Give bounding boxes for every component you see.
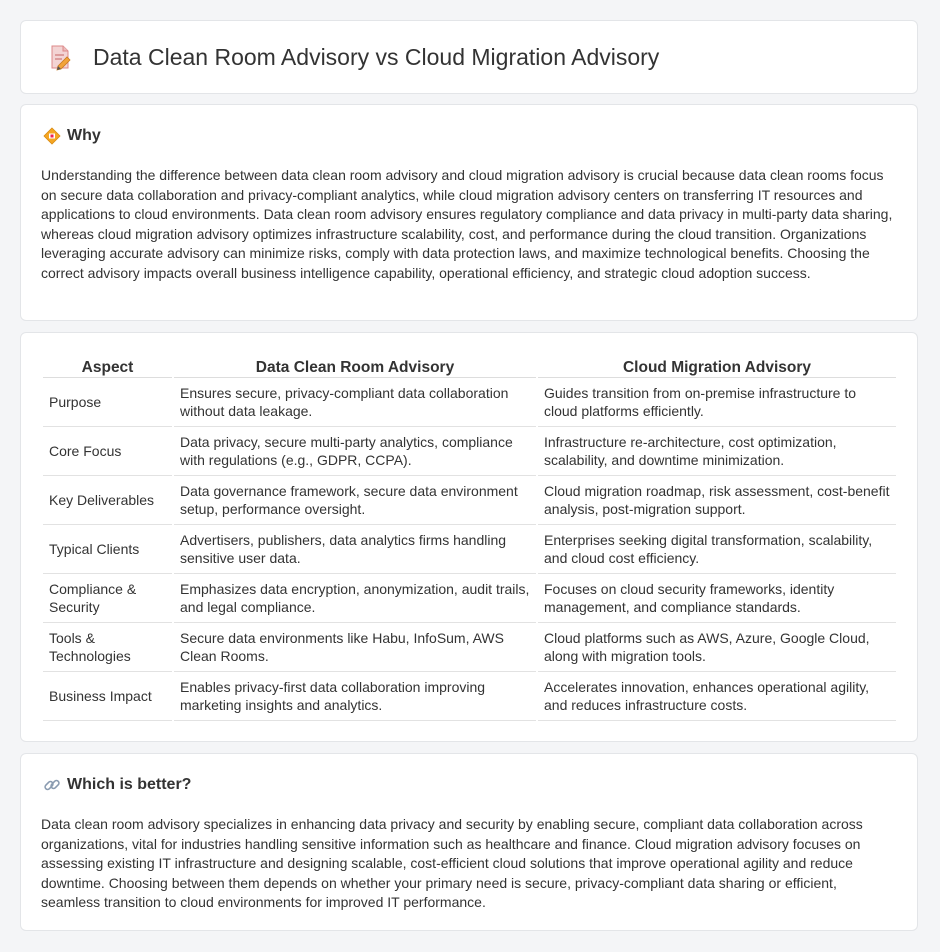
clean-room-cell: Enables privacy-first data collaboration improving marketing insights and analytics. <box>174 672 536 721</box>
clean-room-cell: Advertisers, publishers, data analytics firms handling sensitive user data. <box>174 525 536 574</box>
clean-room-cell: Ensures secure, privacy-compliant data collaboration without data leakage. <box>174 378 536 427</box>
cloud-migration-cell: Cloud platforms such as AWS, Azure, Google Cloud, along with migration tools. <box>538 623 896 672</box>
aspect-cell: Business Impact <box>43 672 172 721</box>
cloud-migration-cell: Infrastructure re-architecture, cost optimization, scalability, and downtime minimization. <box>538 427 896 476</box>
header-data-clean-room: Data Clean Room Advisory <box>174 353 536 378</box>
aspect-cell: Purpose <box>43 378 172 427</box>
header-aspect: Aspect <box>43 353 172 378</box>
header-cloud-migration: Cloud Migration Advisory <box>538 353 896 378</box>
table-row <box>43 476 896 525</box>
cloud-migration-cell: Focuses on cloud security frameworks, identity management, and compliance standards. <box>538 574 896 623</box>
page-title: Data Clean Room Advisory vs Cloud Migration Advisory <box>93 43 660 70</box>
table-row <box>43 427 896 476</box>
comparison-table <box>41 353 898 721</box>
table-row <box>43 574 896 623</box>
why-title: Why <box>67 127 101 144</box>
why-body: Understanding the difference between data clean room advisory and cloud migration advisory is crucial because data clean rooms focus on secure data collaboration and privacy-compliant analytics, while cloud migration advisory centers on transferring IT resources and applications to cloud environments. Data clean room advisory ensures regulatory compliance and data privacy in multi-party data sharing, whereas cloud migration advisory optimizes infrastructure scalability, cost, and performance during the cloud transition. Organizations leveraging accurate advisory can minimize risks, comply with data protection laws, and maximize technological benefits. Choosing the correct advisory impacts overall business intelligence capability, operational efficiency, and strategic cloud adoption success. <box>41 167 893 281</box>
clean-room-cell: Data governance framework, secure data environment setup, performance oversight. <box>174 476 536 525</box>
cloud-migration-cell: Enterprises seeking digital transformation, scalability, and cloud cost efficiency. <box>538 525 896 574</box>
clean-room-cell: Emphasizes data encryption, anonymization, audit trails, and legal compliance. <box>174 574 536 623</box>
table-row <box>43 525 896 574</box>
document-pencil-icon <box>47 43 73 71</box>
table-row <box>43 378 896 427</box>
title-row <box>47 43 659 71</box>
aspect-cell: Core Focus <box>43 427 172 476</box>
table-row <box>43 623 896 672</box>
clean-room-cell: Data privacy, secure multi-party analytics, compliance with regulations (e.g., GDPR, CCPA). <box>174 427 536 476</box>
title-card <box>20 20 918 94</box>
table-header-row <box>43 353 896 378</box>
aspect-cell: Key Deliverables <box>43 476 172 525</box>
aspect-cell: Compliance & Security <box>43 574 172 623</box>
cloud-migration-cell: Accelerates innovation, enhances operational agility, and reduces infrastructure costs. <box>538 672 896 721</box>
why-header <box>43 127 101 145</box>
better-body: Data clean room advisory specializes in enhancing data privacy and security by enabling secure, compliant data collaboration across organizations, vital for industries handling sensitive information such as healthcare and finance. Cloud migration advisory focuses on assessing existing IT infrastructure and designing scalable, cost-efficient cloud solutions that improve operational agility and reduce downtime. Choosing between them depends on whether your primary need is secure, privacy-compliant data sharing or efficient, seamless transition to cloud environments for improved IT performance. <box>41 816 863 910</box>
aspect-cell: Tools & Technologies <box>43 623 172 672</box>
better-header <box>43 776 191 794</box>
table-row <box>43 672 896 721</box>
link-icon <box>43 776 61 794</box>
cloud-migration-cell: Guides transition from on-premise infrastructure to cloud platforms efficiently. <box>538 378 896 427</box>
why-card <box>20 104 918 321</box>
which-better-card <box>20 753 918 931</box>
cloud-migration-cell: Cloud migration roadmap, risk assessment, cost-benefit analysis, post-migration support. <box>538 476 896 525</box>
clean-room-cell: Secure data environments like Habu, InfoSum, AWS Clean Rooms. <box>174 623 536 672</box>
comparison-card <box>20 332 918 742</box>
aspect-cell: Typical Clients <box>43 525 172 574</box>
diamond-warning-icon <box>43 127 61 145</box>
better-title: Which is better? <box>67 776 192 793</box>
